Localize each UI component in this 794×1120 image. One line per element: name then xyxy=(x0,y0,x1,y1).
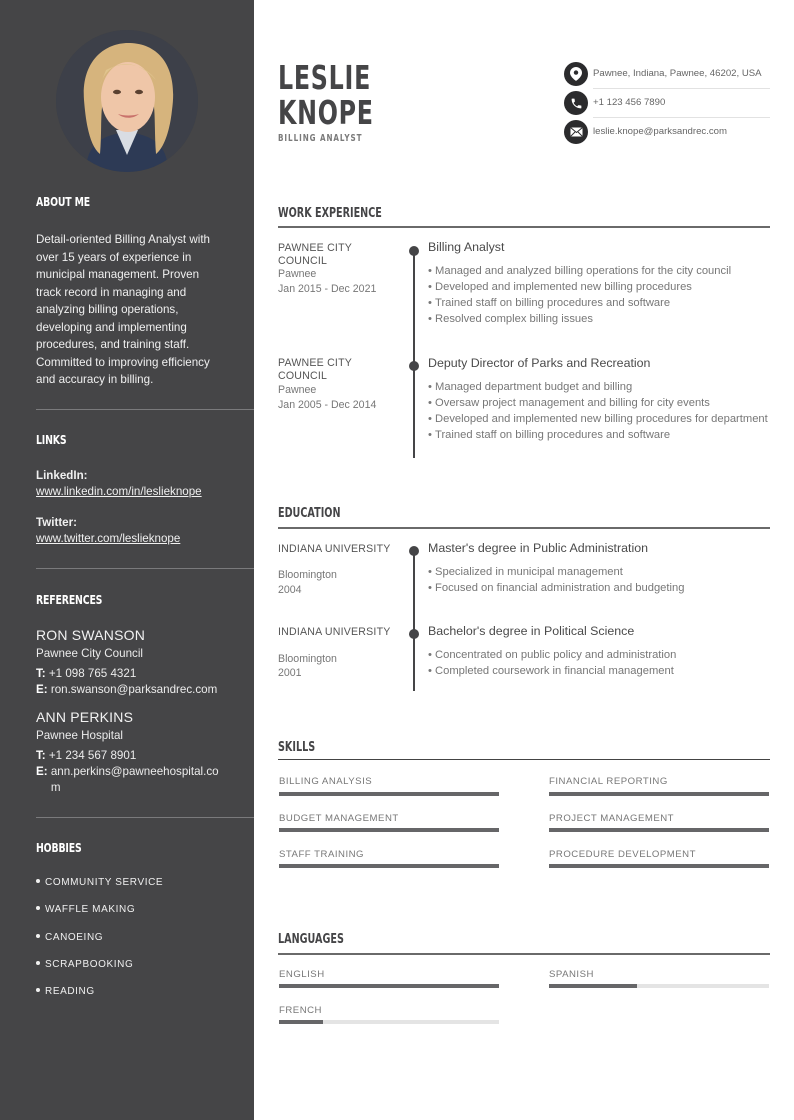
work-dates: Jan 2015 - Dec 2021 xyxy=(278,283,377,295)
hobby-item: COMMUNITY SERVICE xyxy=(36,877,163,888)
phone-label: T: xyxy=(36,749,46,762)
language-bar-fill xyxy=(279,984,499,988)
work-role: Deputy Director of Parks and Recreation xyxy=(428,356,651,370)
email-text: leslie.knope@parksandrec.com xyxy=(593,126,727,137)
first-name: LESLIE xyxy=(278,58,372,97)
reference-email xyxy=(36,682,226,698)
hobby-item: SCRAPBOOKING xyxy=(36,959,133,970)
skill-bar xyxy=(549,864,769,868)
portrait-image xyxy=(56,30,198,172)
sidebar xyxy=(0,0,254,1120)
reference-name: RON SWANSON xyxy=(36,627,146,643)
edu-dates: 2001 xyxy=(278,667,302,679)
section-rule xyxy=(278,527,770,529)
skill-bar xyxy=(549,828,769,832)
reference-phone xyxy=(36,666,226,682)
skill-bar-fill xyxy=(279,864,499,868)
language-label: ENGLISH xyxy=(279,969,325,980)
phone-value: +1 234 567 8901 xyxy=(48,749,137,762)
phone-value: +1 098 765 4321 xyxy=(48,667,137,680)
phone-icon xyxy=(564,91,588,115)
bullet-icon xyxy=(36,879,40,883)
sidebar-divider xyxy=(36,568,254,569)
section-rule xyxy=(278,226,770,228)
work-bullets: • Managed department budget and billing • Oversaw project management and billing for city events • Developed and implemented new billing procedures for department • Trained staff on billing procedures and software xyxy=(428,379,768,443)
language-label: FRENCH xyxy=(279,1005,322,1016)
skill-bar-fill xyxy=(549,864,769,868)
skill-label: FINANCIAL REPORTING xyxy=(549,776,668,787)
about-text: Detail-oriented Billing Analyst with over 15 years of experience in municipal management. Proven track record in managing and analyzing billing operations, developing and implementing procedures, and training staff. Committed to improving efficiency and accuracy in billing. xyxy=(36,233,210,386)
edu-degree: Master's degree in Public Administration xyxy=(428,541,648,555)
linkedin-link[interactable]: www.linkedin.com/in/leslieknope xyxy=(36,485,202,498)
contact-address xyxy=(564,62,770,86)
edu-location: Bloomington xyxy=(278,653,337,665)
skill-bar xyxy=(279,828,499,832)
timeline-line xyxy=(413,552,415,691)
envelope-icon xyxy=(564,120,588,144)
timeline-line xyxy=(413,250,415,458)
reference-email xyxy=(36,764,226,796)
education-heading: EDUCATION xyxy=(278,506,341,521)
email-label: E: xyxy=(36,683,48,696)
work-bullets: • Managed and analyzed billing operations for the city council • Developed and implemented new billing procedures • Trained staff on billing procedures and software • Resolved complex billing issues xyxy=(428,263,768,327)
email-value: ron.swanson@parksandrec.com xyxy=(50,683,218,696)
reference-org: Pawnee Hospital xyxy=(36,729,124,742)
language-bar xyxy=(549,984,769,988)
skill-label: PROJECT MANAGEMENT xyxy=(549,813,675,824)
edu-org: INDIANA UNIVERSITY xyxy=(278,543,391,555)
bullet-icon xyxy=(36,988,40,992)
work-heading: WORK EXPERIENCE xyxy=(278,206,382,221)
skill-bar xyxy=(279,792,499,796)
references-heading: REFERENCES xyxy=(36,593,103,607)
linkedin-label: LinkedIn: xyxy=(36,469,88,482)
skill-label: BUDGET MANAGEMENT xyxy=(279,813,399,824)
job-title: BILLING ANALYST xyxy=(278,133,363,144)
language-bar xyxy=(279,1020,499,1024)
work-role: Billing Analyst xyxy=(428,240,505,254)
edu-org: INDIANA UNIVERSITY xyxy=(278,626,391,638)
bullet-icon xyxy=(36,961,40,965)
skill-label: BILLING ANALYSIS xyxy=(279,776,373,787)
twitter-link[interactable]: www.twitter.com/leslieknope xyxy=(36,532,181,545)
contact-divider xyxy=(593,117,770,118)
reference-phone xyxy=(36,748,226,764)
language-label: SPANISH xyxy=(549,969,594,980)
about-heading: ABOUT ME xyxy=(36,195,91,209)
skill-bar-fill xyxy=(279,828,499,832)
timeline-dot-icon xyxy=(409,546,419,556)
sidebar-divider xyxy=(36,817,254,818)
work-org: PAWNEE CITY COUNCIL xyxy=(278,242,352,267)
phone-text: +1 123 456 7890 xyxy=(593,97,666,108)
language-bar xyxy=(279,984,499,988)
hobbies-heading: HOBBIES xyxy=(36,841,82,855)
edu-bullets: • Concentrated on public policy and administration • Completed coursework in financial management xyxy=(428,647,768,679)
twitter-label: Twitter: xyxy=(36,516,78,529)
skills-heading: SKILLS xyxy=(278,740,316,755)
section-rule xyxy=(278,759,770,760)
work-location: Pawnee xyxy=(278,384,317,396)
work-location: Pawnee xyxy=(278,268,317,280)
languages-heading: LANGUAGES xyxy=(278,932,344,947)
sidebar-divider xyxy=(36,409,254,410)
skill-bar-fill xyxy=(549,828,769,832)
hobby-item: CANOEING xyxy=(36,932,103,943)
contact-divider xyxy=(593,88,770,89)
language-bar-fill xyxy=(549,984,637,988)
skill-bar-fill xyxy=(549,792,769,796)
skill-bar xyxy=(279,864,499,868)
section-rule xyxy=(278,953,770,955)
skill-bar xyxy=(549,792,769,796)
contact-email xyxy=(564,120,770,144)
hobby-item: READING xyxy=(36,986,95,997)
edu-dates: 2004 xyxy=(278,584,302,596)
phone-label: T: xyxy=(36,667,46,680)
bullet-icon xyxy=(36,906,40,910)
language-bar-fill xyxy=(279,1020,323,1024)
skill-label: STAFF TRAINING xyxy=(279,849,364,860)
timeline-dot-icon xyxy=(409,361,419,371)
timeline-dot-icon xyxy=(409,246,419,256)
work-dates: Jan 2005 - Dec 2014 xyxy=(278,399,377,411)
hobby-item: WAFFLE MAKING xyxy=(36,904,135,915)
skill-label: PROCEDURE DEVELOPMENT xyxy=(549,849,696,860)
work-org: PAWNEE CITY COUNCIL xyxy=(278,357,352,382)
bullet-icon xyxy=(36,934,40,938)
email-value: ann.perkins@pawneehospital.com xyxy=(50,765,219,794)
edu-degree: Bachelor's degree in Political Science xyxy=(428,624,635,638)
links-heading: LINKS xyxy=(36,433,67,447)
timeline-dot-icon xyxy=(409,629,419,639)
reference-org: Pawnee City Council xyxy=(36,647,143,660)
reference-name: ANN PERKINS xyxy=(36,709,134,725)
edu-location: Bloomington xyxy=(278,569,337,581)
location-pin-icon xyxy=(564,62,588,86)
contact-phone xyxy=(564,91,770,115)
last-name: KNOPE xyxy=(278,93,374,132)
edu-bullets: • Specialized in municipal management • Focused on financial administration and budgeting xyxy=(428,564,768,596)
skill-bar-fill xyxy=(279,792,499,796)
address-text: Pawnee, Indiana, Pawnee, 46202, USA xyxy=(593,68,762,79)
profile-photo xyxy=(56,30,198,172)
email-label: E: xyxy=(36,765,48,778)
